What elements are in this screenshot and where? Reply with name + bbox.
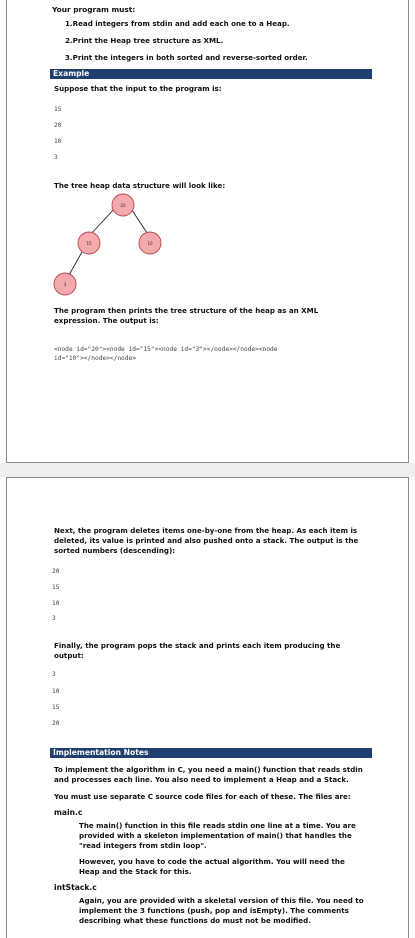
example-section-bar: Example bbox=[50, 69, 372, 79]
finally-text-line-1: Finally, the program pops the stack and prints each item producing the bbox=[54, 641, 341, 650]
step-1: 1.Read integers from stdin and add each one to a Heap. bbox=[65, 19, 290, 28]
step-2: 2.Print the Heap tree structure as XML. bbox=[65, 36, 224, 45]
document-page-1 bbox=[6, 0, 409, 463]
input-value-2: 20 bbox=[54, 122, 62, 129]
finally-text-line-2: output: bbox=[54, 651, 84, 660]
page-gap bbox=[0, 463, 415, 477]
main-text-line-2: provided with a skeleton implementation of main() that handles the bbox=[79, 831, 352, 840]
input-value-3: 10 bbox=[54, 138, 62, 145]
intstack-c-heading: intStack.c bbox=[54, 883, 97, 892]
svg-text:3: 3 bbox=[63, 282, 67, 287]
tree-node-left bbox=[78, 232, 100, 254]
input-value-1: 15 bbox=[54, 106, 62, 113]
program-must-heading: Your program must: bbox=[52, 5, 136, 14]
xml-output-line-2: id="10"></node></node> bbox=[54, 355, 136, 362]
main-text-line-3: "read integers from stdin loop". bbox=[79, 841, 207, 850]
next-text-line-1: Next, the program deletes items one-by-one from the heap. As each item is bbox=[54, 526, 358, 535]
however-text-line-2: Heap and the Stack for this. bbox=[79, 867, 192, 876]
impl-text-line-2: and processes each line. You also need to implement a Heap and a Stack. bbox=[54, 775, 349, 784]
then-text-line-1: The program then prints the tree structure of the heap as an XML bbox=[54, 306, 319, 315]
desc-value-4: 3 bbox=[52, 615, 56, 622]
heap-tree-diagram bbox=[7, 190, 410, 300]
document-page-2 bbox=[6, 477, 409, 938]
next-text-line-3: sorted numbers (descending): bbox=[54, 546, 176, 555]
impl-text-line-1: To implement the algorithm in C, you need a main() function that reads stdin bbox=[54, 765, 363, 774]
desc-value-3: 10 bbox=[52, 600, 60, 607]
however-text-line-1: However, you have to code the actual algorithm. You will need the bbox=[79, 857, 345, 866]
tree-intro-text: The tree heap data structure will look like: bbox=[54, 181, 226, 190]
asc-value-3: 15 bbox=[52, 704, 60, 711]
svg-text:10: 10 bbox=[147, 241, 153, 246]
then-text-line-2: expression. The output is: bbox=[54, 316, 159, 325]
intstack-text-line-1: Again, you are provided with a skeletal version of this file. You need to bbox=[79, 896, 364, 905]
desc-value-1: 20 bbox=[52, 568, 60, 575]
next-text-line-2: deleted, its value is printed and also pushed onto a stack. The output is the bbox=[54, 536, 359, 545]
main-c-heading: main.c bbox=[54, 808, 83, 817]
intstack-text-line-2: implement the 3 functions (push, pop and isEmpty). The comments bbox=[79, 906, 349, 915]
tree-node-leftleft bbox=[54, 273, 76, 295]
main-text-line-1: The main() function in this file reads stdin one line at a time. You are bbox=[79, 821, 356, 830]
suppose-text: Suppose that the input to the program is: bbox=[54, 84, 222, 93]
asc-value-2: 10 bbox=[52, 688, 60, 695]
tree-node-root bbox=[112, 194, 134, 216]
xml-output-line-1: <node id="20"><node id="15"><node id="3"></node></node><node bbox=[54, 346, 278, 353]
intstack-text-line-3: describing what these functions do must not be modified. bbox=[79, 916, 311, 925]
svg-text:20: 20 bbox=[120, 203, 126, 208]
separate-files-text: You must use separate C source code files for each of these. The files are: bbox=[54, 792, 351, 801]
desc-value-2: 15 bbox=[52, 584, 60, 591]
asc-value-4: 20 bbox=[52, 720, 60, 727]
implementation-notes-bar: Implementation Notes bbox=[50, 748, 372, 758]
asc-value-1: 3 bbox=[52, 671, 56, 678]
input-value-4: 3 bbox=[54, 154, 58, 161]
tree-node-right bbox=[139, 232, 161, 254]
step-3: 3.Print the integers in both sorted and reverse-sorted order. bbox=[65, 53, 308, 62]
svg-text:15: 15 bbox=[86, 241, 92, 246]
